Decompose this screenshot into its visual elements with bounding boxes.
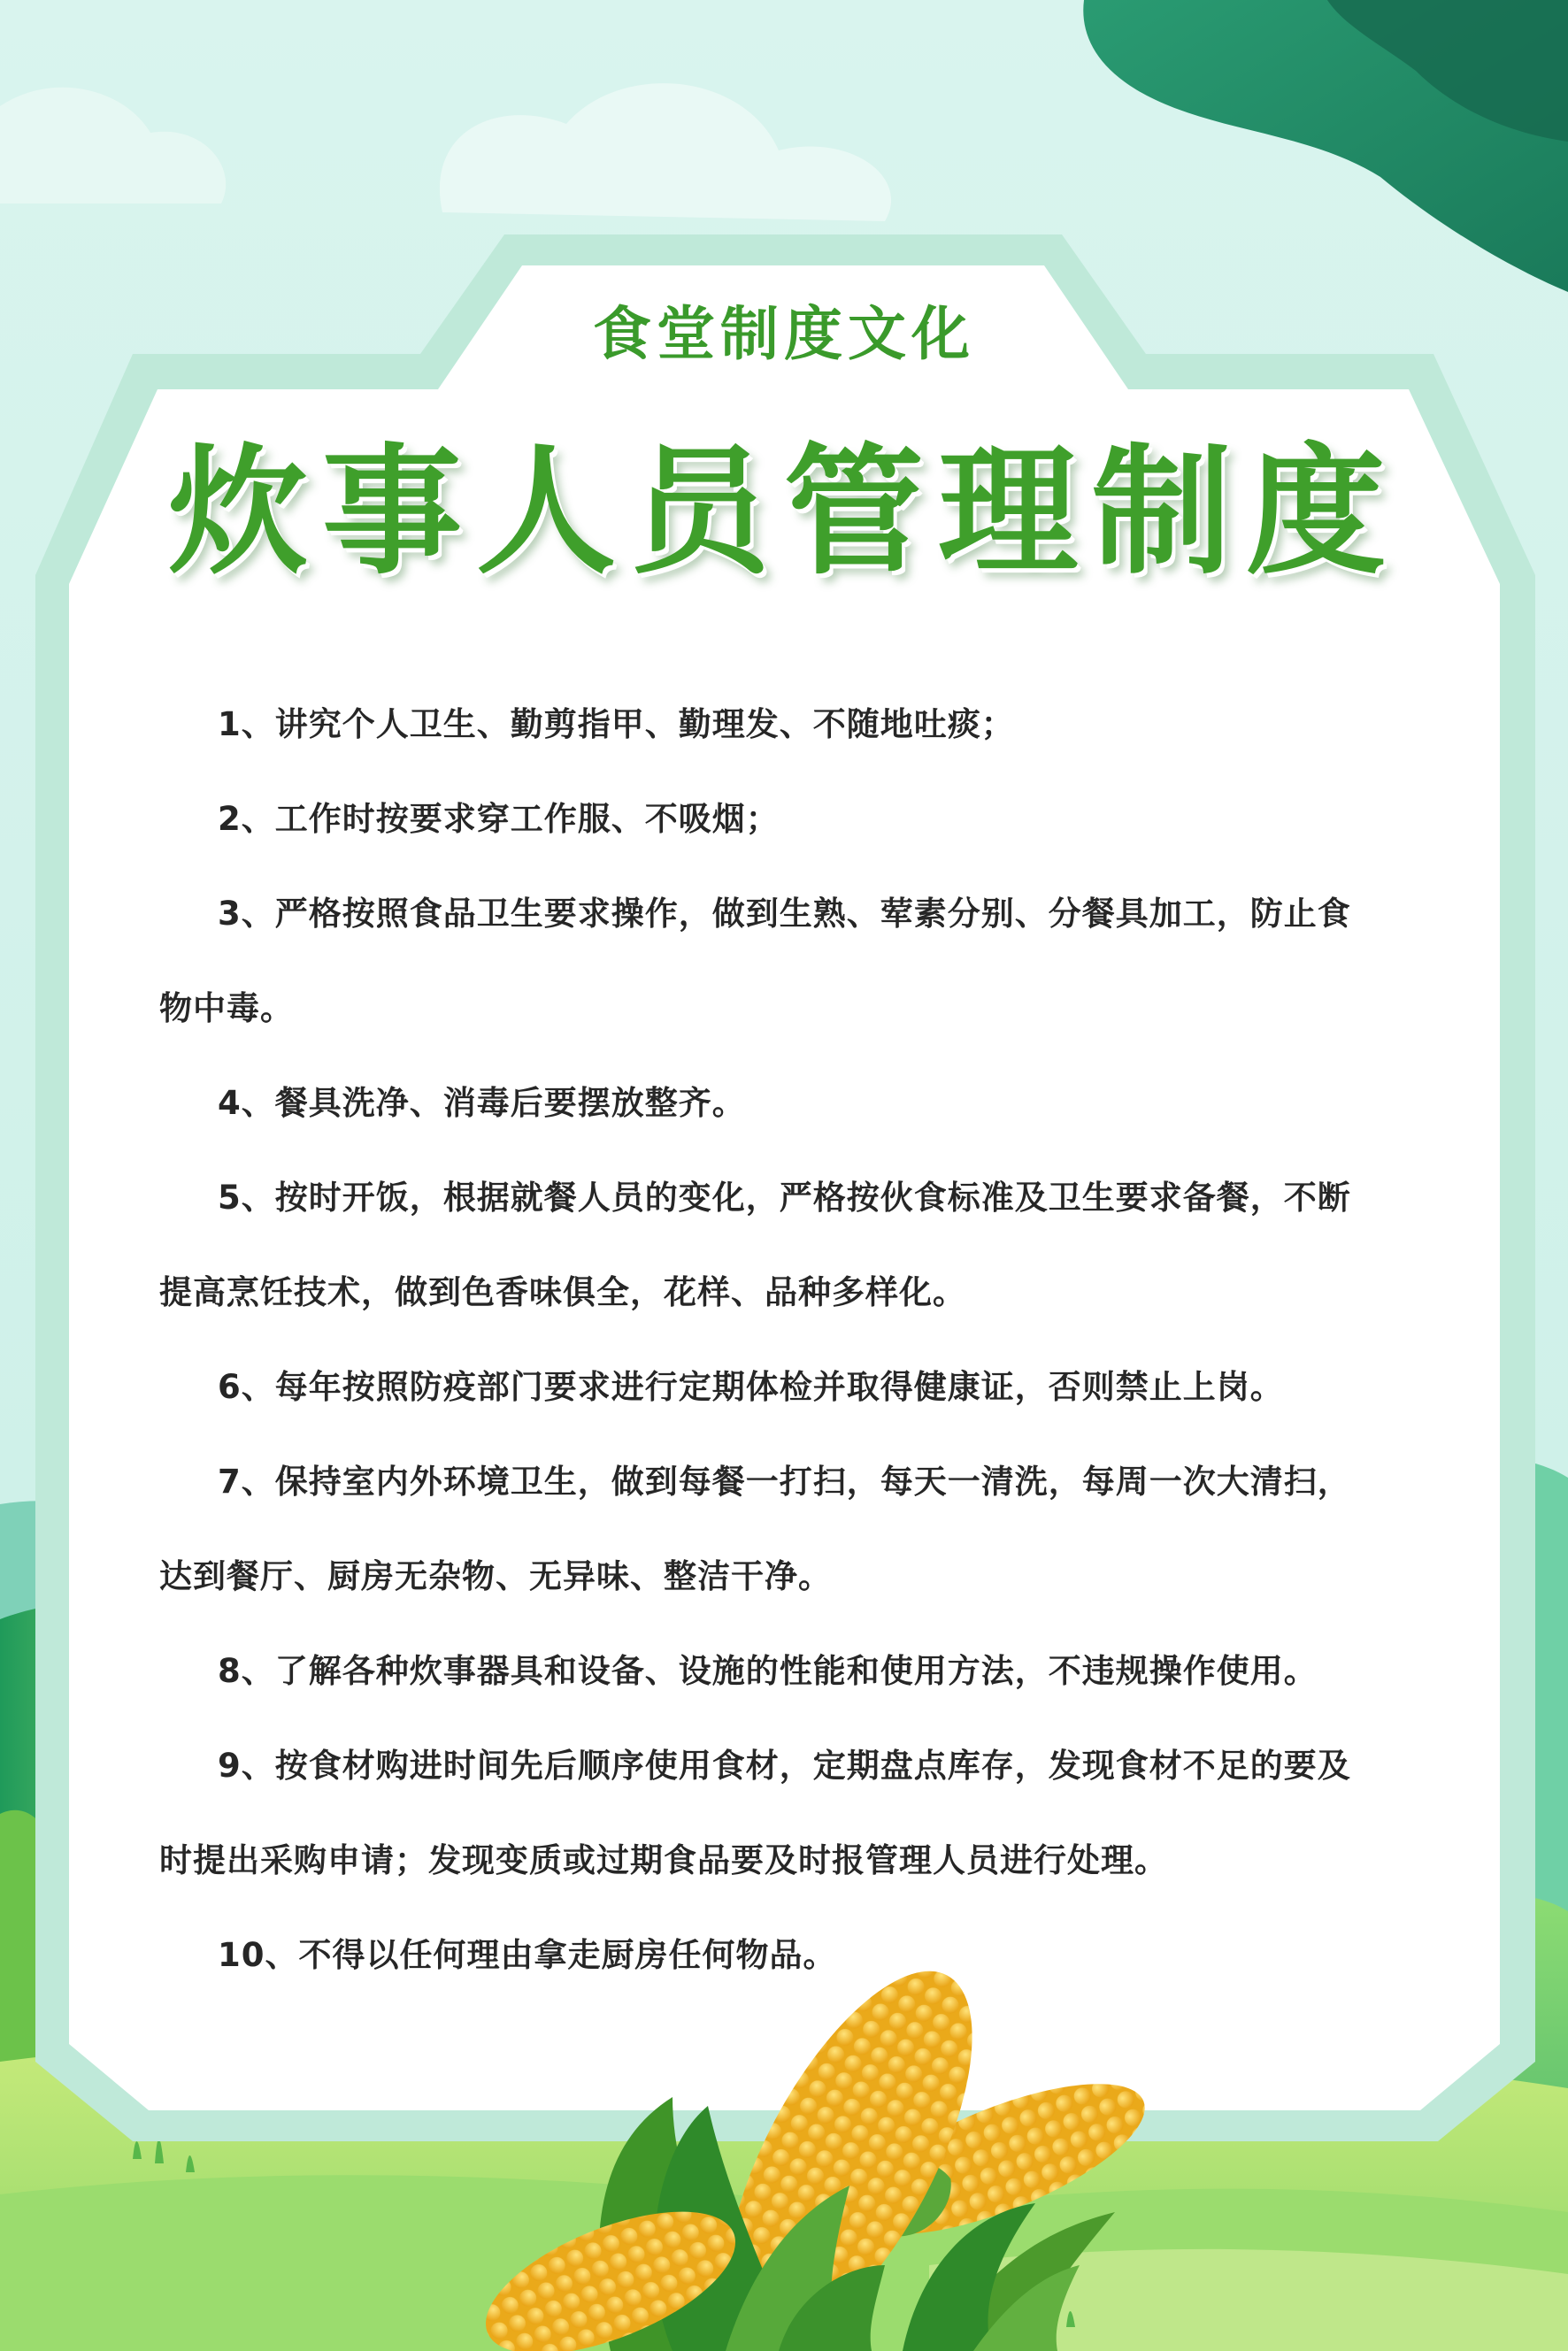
rule-item: 2、工作时按要求穿工作服、不吸烟； (218, 800, 780, 838)
rule-item: 4、餐具洗净、消毒后要摆放整齐。 (218, 1084, 746, 1122)
poster-subtitle: 食堂制度文化 (593, 300, 975, 368)
rule-item: 10、不得以任何理由拿走厨房任何物品。 (218, 1936, 837, 1974)
rule-item: 8、了解各种炊事器具和设备、设施的性能和使用方法，不违规操作使用。 (218, 1652, 1318, 1690)
poster-title: 炊事人员管理制度 (168, 431, 1400, 594)
rule-item: 6、每年按照防疫部门要求进行定期体检并取得健康证，否则禁止上岗。 (218, 1368, 1284, 1406)
rule-item: 3、严格按照食品卫生要求操作，做到生熟、荤素分别、分餐具加工，防止食物中毒。 (159, 895, 1351, 1027)
rule-item: 9、按食材购进时间先后顺序使用食材，定期盘点库存，发现食材不足的要及时提出采购申请；发现变质或过期食品要及时报管理人员进行处理。 (159, 1747, 1351, 1879)
rule-item: 1、讲究个人卫生、勤剪指甲、勤理发、不随地吐痰； (218, 705, 1015, 743)
rules-list (159, 677, 1372, 2002)
rule-item: 5、按时开饭，根据就餐人员的变化，严格按伙食标准及卫生要求备餐，不断提高烹饪技术，做到色香味俱全，花样、品种多样化。 (159, 1179, 1351, 1311)
rule-item: 7、保持室内外环境卫生，做到每餐一打扫，每天一清洗，每周一次大清扫，达到餐厅、厨房无杂物、无异味、整洁干净。 (159, 1463, 1351, 1595)
